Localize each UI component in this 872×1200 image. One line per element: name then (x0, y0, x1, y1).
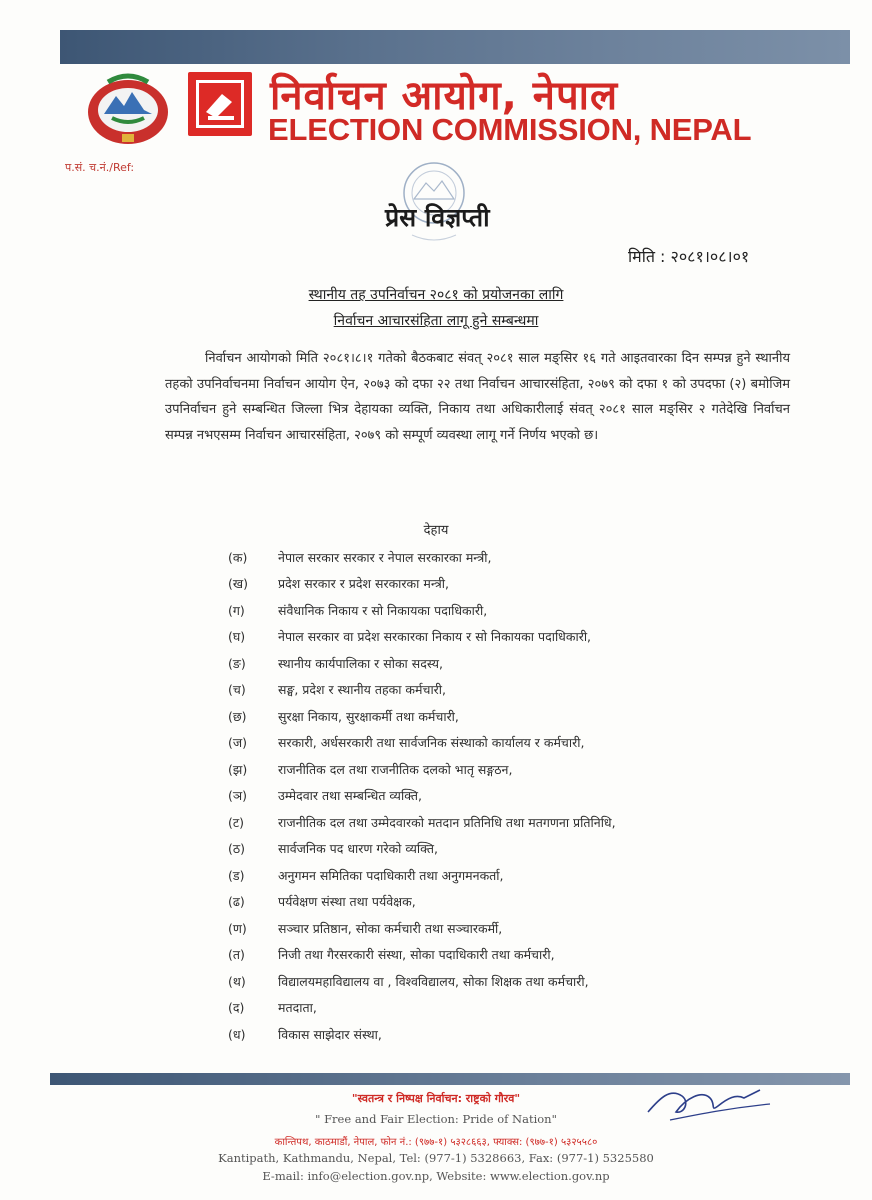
list-item-marker: (ङ) (228, 655, 246, 671)
list-item-marker: (थ) (228, 973, 246, 989)
reference-label: प.सं. च.नं./Ref: (65, 161, 135, 174)
list-item-marker: (त) (228, 947, 245, 963)
list-item (228, 624, 788, 651)
list-item-text: सार्वजनिक पद धारण गरेको व्यक्ति, (278, 841, 438, 857)
list-item-text: नेपाल सरकार वा प्रदेश सरकारका निकाय र सो निकायका पदाधिकारी, (278, 629, 592, 645)
list-item-marker: (ण) (228, 920, 247, 936)
list-item-marker: (ग) (228, 602, 245, 618)
election-commission-logo-icon (188, 72, 252, 136)
list-item-marker: (छ) (228, 708, 247, 724)
list-item (228, 756, 788, 783)
list-item-text: संवैधानिक निकाय र सो निकायका पदाधिकारी, (278, 602, 488, 618)
header-title-english: ELECTION COMMISSION, NEPAL (268, 112, 752, 147)
notice-body-paragraph: निर्वाचन आयोगको मिति २०८१।८।१ गतेको बैठकबाट संवत् २०८१ साल मङ्सिर १६ गते आइतवारका दिन सम्पन्न हुने स्थानीय तहको उपनिर्वाचनमा निर्वाचन आयोग ऐन, २०७३ को दफा २२ तथा निर्वाचन आचारसंहिता, २०७९ को दफा १ को उपदफा (२) बमोजिम उपनिर्वाचन हुने सम्बन्धित जिल्ला भित्र देहायका व्यक्ति, निकाय तथा अधिकारीलाई संवत् २०८१ साल मङ्सिर २ गतेदेखि निर्वाचन सम्पन्न नभएसम्म निर्वाचन आचारसंहिता, २०७९ को सम्पूर्ण व्यवस्था लागू गर्ने निर्णय भएको छ। (165, 351, 790, 443)
list-item-text: राजनीतिक दल तथा राजनीतिक दलको भातृ सङ्गठन, (278, 761, 513, 777)
header-bar (60, 30, 850, 64)
list-item-text: मतदाता, (278, 1000, 317, 1016)
subject-line-1: स्थानीय तह उपनिर्वाचन २०८१ को प्रयोजनका लागि (308, 287, 564, 303)
footer-slogan-english: " Free and Fair Election: Pride of Nation" (315, 1112, 557, 1126)
list-item-text: विद्यालयमहाविद्यालय वा , विश्वविद्यालय, सोका शिक्षक तथा कर्मचारी, (278, 973, 589, 989)
list-item (228, 703, 788, 730)
list-item (228, 889, 788, 916)
list-item (228, 677, 788, 704)
list-item (228, 783, 788, 810)
list-item-text: उम्मेदवार तथा सम्बन्धित व्यक्ति, (278, 788, 422, 804)
list-item-text: प्रदेश सरकार र प्रदेश सरकारका मन्त्री, (278, 576, 449, 592)
footer-slogan-nepali: "स्वतन्त्र र निष्पक्ष निर्वाचन: राष्ट्रको गौरव" (351, 1092, 521, 1105)
list-item (228, 650, 788, 677)
list-item (228, 995, 788, 1022)
list-item (228, 915, 788, 942)
list-item (228, 809, 788, 836)
list-item-marker: (घ) (228, 629, 246, 645)
footer-address-english: Kantipath, Kathmandu, Nepal, Tel: (977-1) 5328663, Fax: (977-1) 5325580 (218, 1151, 654, 1165)
list-item (228, 968, 788, 995)
list-item-marker: (ज) (228, 735, 248, 751)
list-item-marker: (ध) (228, 1026, 246, 1042)
list-item-text: राजनीतिक दल तथा उम्मेदवारको मतदान प्रतिनिधि तथा मतगणना प्रतिनिधि, (278, 814, 616, 830)
subject-line-2: निर्वाचन आचारसंहिता लागू हुने सम्बन्धमा (333, 313, 539, 329)
list-item-text: स्थानीय कार्यपालिका र सोका सदस्य, (278, 655, 443, 671)
list-item-marker: (च) (228, 682, 246, 698)
press-release-title: प्रेस विज्ञप्ती (385, 203, 490, 232)
list-item (228, 544, 788, 571)
list-item-marker: (ठ) (228, 841, 246, 857)
list-item-marker: (ख) (228, 576, 248, 592)
list-item (228, 730, 788, 757)
list-item-text: सञ्चार प्रतिष्ठान, सोका कर्मचारी तथा सञ्चारकर्मी, (278, 920, 503, 936)
list-heading: देहाय (423, 523, 449, 538)
list-item (228, 571, 788, 598)
list-item (228, 597, 788, 624)
entity-list (228, 544, 788, 1048)
handwritten-signature-icon (640, 1068, 780, 1128)
list-item-text: अनुगमन समितिका पदाधिकारी तथा अनुगमनकर्ता, (278, 867, 504, 883)
list-item-text: सरकारी, अर्धसरकारी तथा सार्वजनिक संस्थाको कार्यालय र कर्मचारी, (278, 735, 585, 751)
list-item-marker: (ञ) (228, 788, 248, 804)
list-item (228, 1021, 788, 1048)
list-item-text: सुरक्षा निकाय, सुरक्षाकर्मी तथा कर्मचारी, (278, 708, 459, 724)
list-item-marker: (द) (228, 1000, 245, 1016)
list-item-text: नेपाल सरकार सरकार र नेपाल सरकारका मन्त्री, (278, 549, 492, 565)
list-item-marker: (ढ) (228, 894, 245, 910)
list-item-text: निजी तथा गैरसरकारी संस्था, सोका पदाधिकारी तथा कर्मचारी, (278, 947, 555, 963)
list-item-marker: (ट) (228, 814, 245, 830)
list-item-marker: (झ) (228, 761, 248, 777)
list-item-marker: (ड) (228, 867, 245, 883)
list-item (228, 942, 788, 969)
list-item (228, 836, 788, 863)
list-item-text: सङ्घ, प्रदेश र स्थानीय तहका कर्मचारी, (278, 682, 447, 698)
footer-contact-email: E-mail: info@election.gov.np, Website: www.election.gov.np (262, 1169, 610, 1183)
notice-date: मिति : २०८१।०८।०१ (628, 247, 750, 266)
list-item (228, 862, 788, 889)
list-item-marker: (क) (228, 549, 248, 565)
footer-address-nepali: कान्तिपथ, काठमाडौं, नेपाल, फोन नं.: (९७७-१) ५३२८६६३, फ्याक्स: (९७७-१) ५३२५५८० (274, 1137, 598, 1148)
list-item-text: विकास साझेदार संस्था, (278, 1026, 382, 1042)
nepal-emblem-icon (82, 68, 174, 148)
list-item-text: पर्यवेक्षण संस्था तथा पर्यवेक्षक, (278, 894, 416, 910)
header-title-nepali: निर्वाचन आयोग, नेपाल (270, 73, 619, 119)
